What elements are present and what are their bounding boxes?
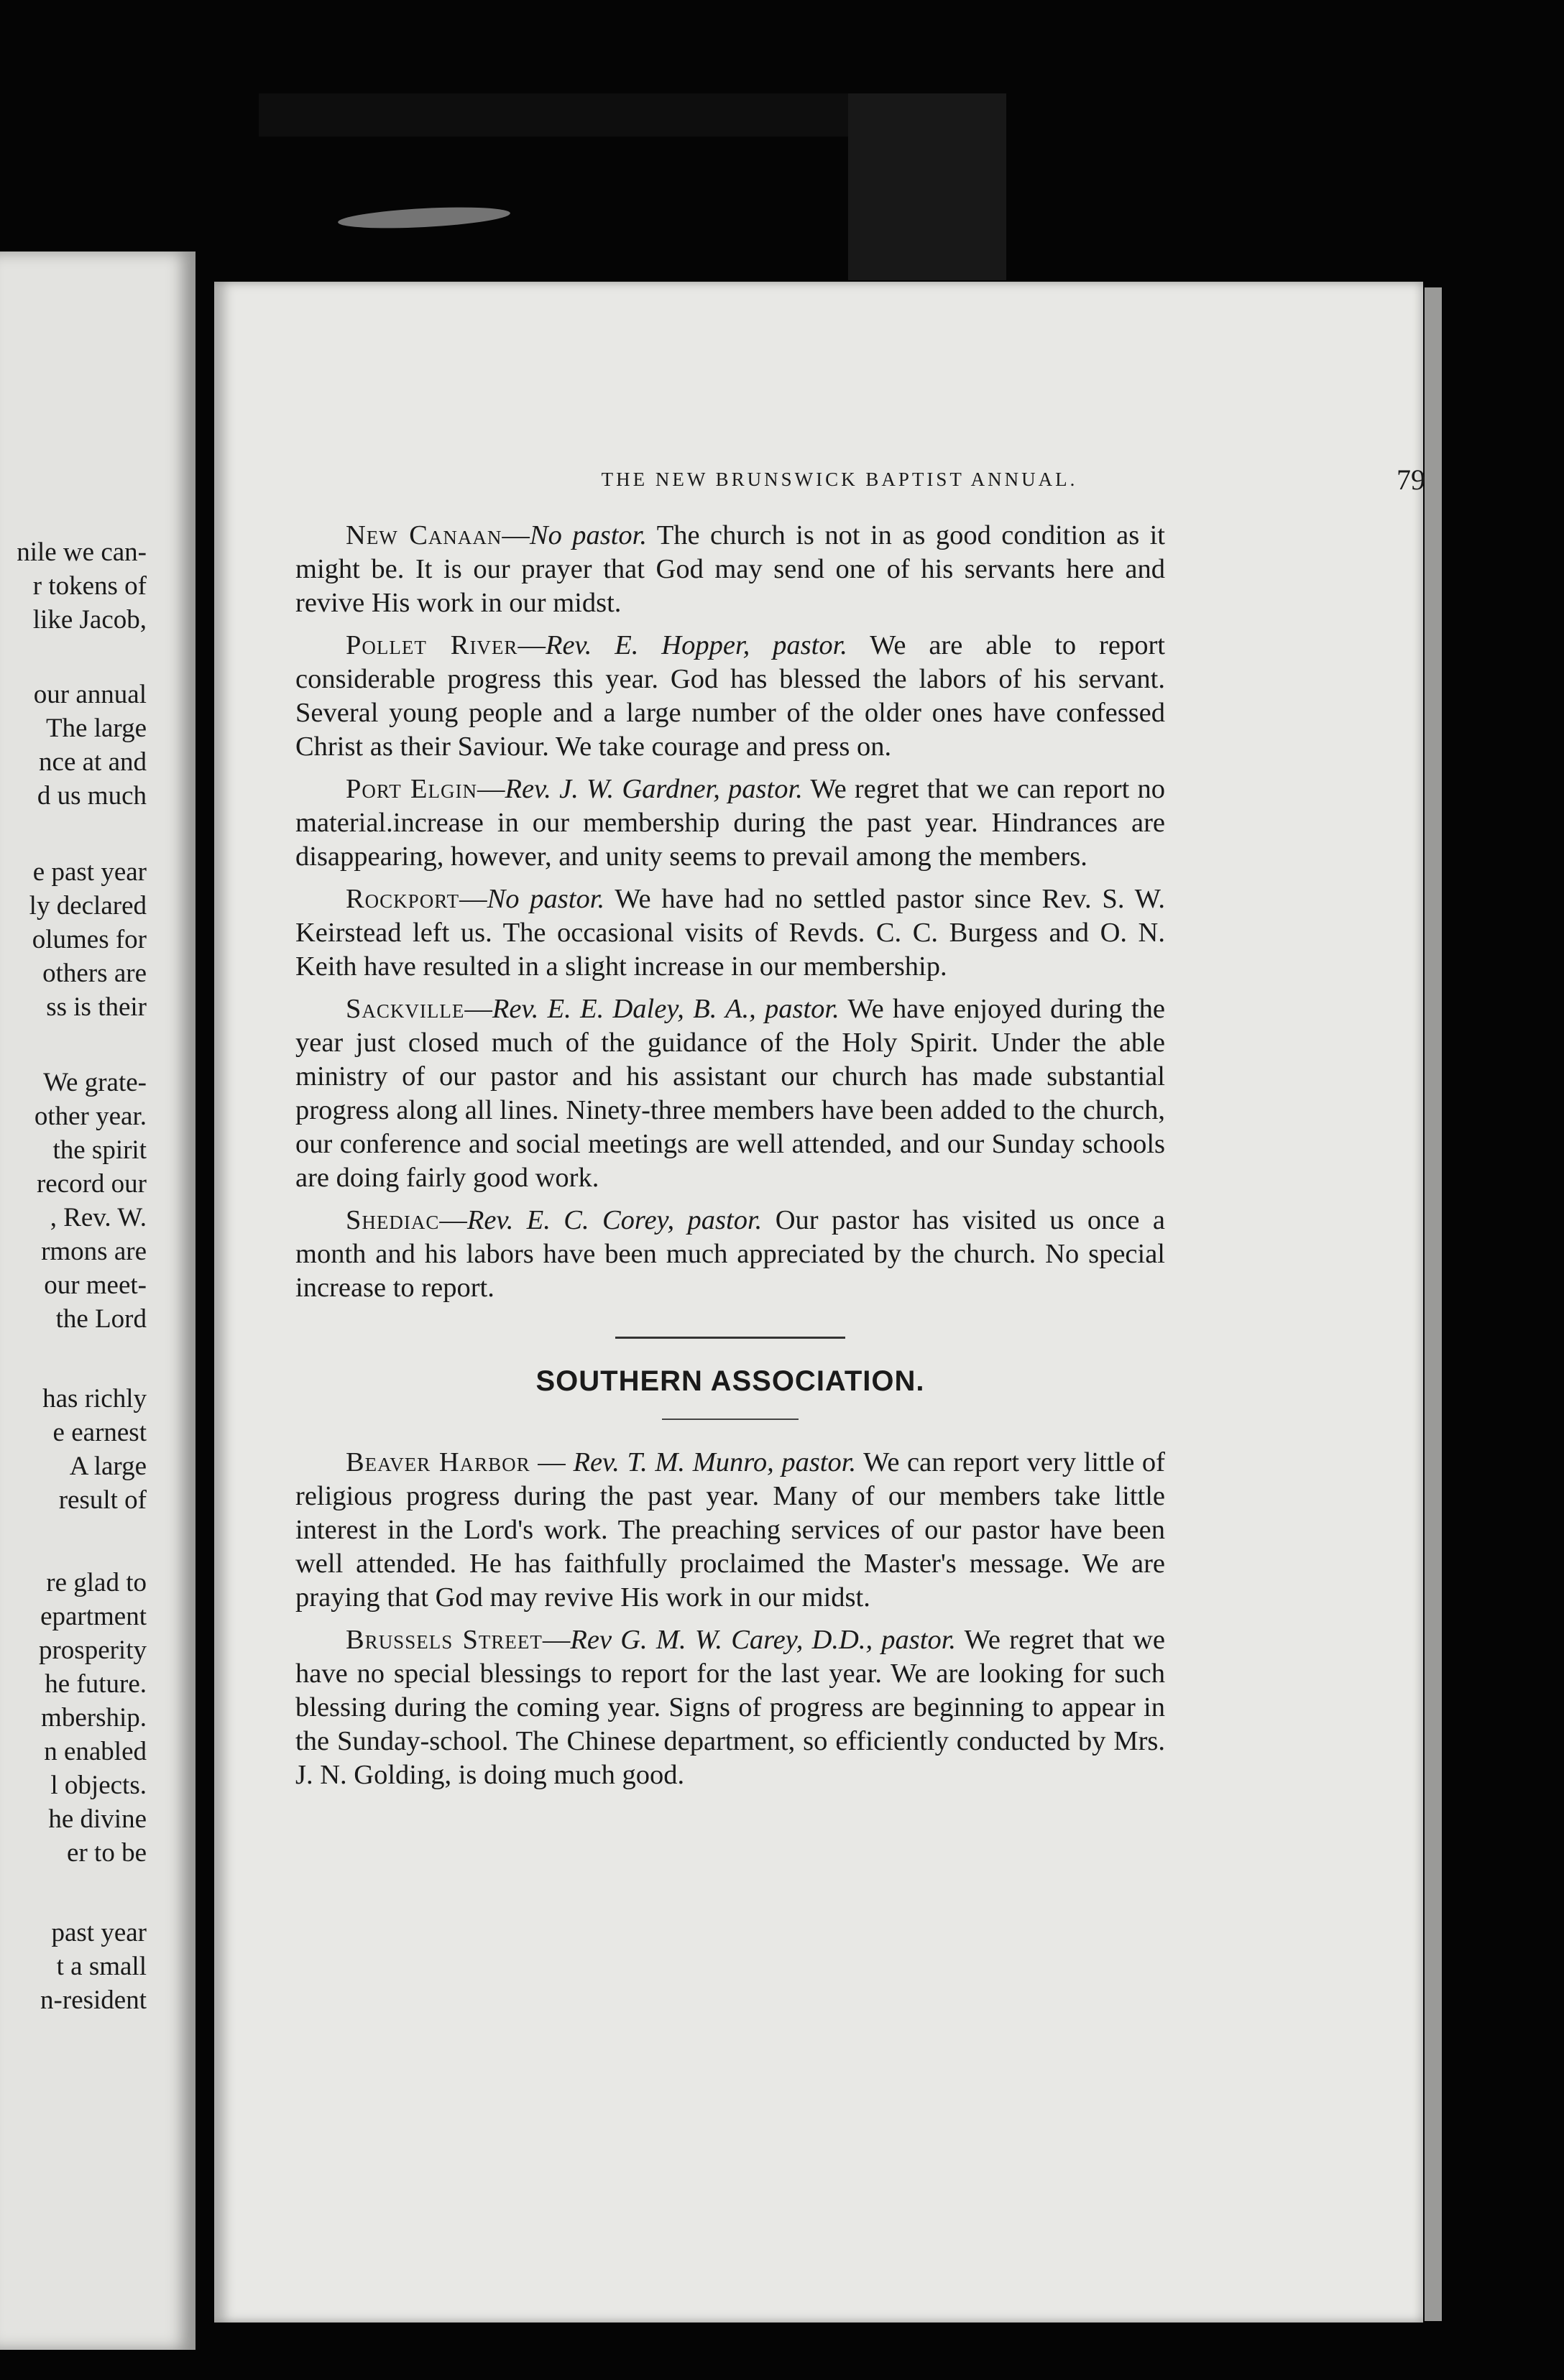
facing-page-line: the spirit [52,1135,147,1165]
facing-page-line: has richly [42,1384,147,1413]
facing-page-line: record our [36,1169,147,1199]
facing-page [0,252,196,2350]
book-page [214,282,1423,2323]
facing-page-line: n enabled [44,1737,147,1766]
report-text: Our pastor has visited us once a month and his labors have been much appreciated by the church. No special increase to report. [295,1205,1165,1303]
scan-shadow [848,93,1006,280]
facing-page-line: other year. [34,1102,147,1131]
pastor-name: Rev. E. Hopper, pastor. [545,630,847,660]
facing-page-line: nce at and [39,747,147,777]
church-name: Rockport [346,884,460,914]
report-text: We regret that we have no special blessings to report for the last year. We are looking for such blessing during the coming year. Signs of progress are beginning to appear in the Sunday-school. The Chinese department, so efficiently conducted by Mrs. J. N. Golding, is doing much good. [295,1625,1165,1790]
church-report: Shediac—Rev. E. C. Corey, pastor. Our pastor has visited us once a month and his labors have been much appreciated by the church. No special increase to report. [295,1205,1165,1303]
facing-page-line: he future. [45,1669,147,1699]
church-report: Brussels Street—Rev G. M. W. Carey, D.D., pastor. We regret that we have no special blessings to report for the last year. We are looking for such blessing during the coming year. Signs of progress are beginning to appear in the Sunday-school. The Chinese department, so efficiently conducted by Mrs. J. N. Golding, is doing much good. [295,1625,1165,1790]
church-name: Brussels Street [346,1625,543,1655]
facing-page-line: n-resident [40,1985,147,2015]
report-text: We have had no settled pastor since Rev. S. W. Keirstead left us. The occasional visits of Revds. C. C. Burgess and O. N. Keith have resulted in a slight increase in our membership. [295,884,1165,982]
church-report: Beaver Harbor — Rev. T. M. Munro, pastor. We can report very little of religious progress during the past year. Many of our members take little interest in the Lord's work. The preaching services of our pastor have been well attended. He has faithfully proclaimed the Master's message. We are praying that God may revive His work in our midst. [295,1447,1165,1613]
church-report: Sackville—Rev. E. E. Daley, B. A., pastor. We have enjoyed during the year just closed much of the guidance of the Holy Spirit. Under the able ministry of our pastor and his assistant our church has made substantial progress along all lines. Ninety-three members have been added to the church, our conference and social meetings are well attended, and our Sunday schools are doing fairly good work. [295,994,1165,1193]
report-text: We have enjoyed during the year just closed much of the guidance of the Holy Spirit. Under the able ministry of our pastor and his assistant our church has made substantial progress along all lines. Ninety-three members have been added to the church, our conference and social meetings are well attended, and our Sunday schools are doing fairly good work. [295,994,1165,1193]
report-text: We can report very little of religious progress during the past year. Many of our members take little interest in the Lord's work. The preaching services of our pastor have been well attended. He has faithfully proclaimed the Master's message. We are praying that God may revive His work in our midst. [295,1447,1165,1613]
facing-page-line: l objects. [50,1771,147,1800]
page-edge [1425,287,1442,2321]
facing-page-line: The large [45,714,147,743]
report-text: The church is not in as good condition as it might be. It is our prayer that God may send one of his servants here and revive His work in our midst. [295,520,1166,618]
facing-page-line: A large [69,1452,147,1481]
facing-page-line: d us much [37,781,147,811]
church-name: Shediac [346,1205,440,1235]
facing-page-line: rmons are [41,1237,147,1266]
church-report: Pollet River—Rev. E. Hopper, pastor. We are able to report considerable progress this year. God has blessed the labors of his servant. Several young people and a large number of the older ones have confessed Christ as their Saviour. We take courage and press on. [295,630,1165,762]
facing-page-line: epartment [40,1602,147,1631]
church-name: Beaver Harbor [346,1447,530,1477]
pastor-name: Rev. T. M. Munro, pastor. [573,1447,857,1477]
facing-page-line: We grate- [43,1068,147,1097]
facing-page-line: prosperity [38,1636,147,1665]
page-header [469,463,1425,504]
pastor-name: Rev. E. E. Daley, B. A., pastor. [492,994,840,1024]
church-report: New Canaan—No pastor. The church is not in as good condition as it might be. It is our prayer that God may send one of his servants here and revive His work in our midst. [295,520,1166,618]
facing-page-line: re glad to [46,1568,147,1597]
facing-page-line: r tokens of [32,571,147,601]
heading-rule [662,1419,799,1420]
pastor-name: No pastor. [529,520,648,550]
facing-page-line: er to be [67,1838,147,1868]
facing-page-line: our annual [33,680,147,709]
pastor-name: Rev. E. C. Corey, pastor. [466,1205,763,1235]
facing-page-line: mbership. [41,1703,147,1733]
facing-page-line: e earnest [52,1418,147,1447]
section-heading: SOUTHERN ASSOCIATION. [535,1365,925,1397]
church-name: Pollet River [346,630,518,660]
facing-page-line: e past year [32,857,147,887]
scan-shadow [259,93,906,137]
facing-page-line: others are [42,959,147,988]
church-name: Sackville [346,994,465,1024]
pastor-name: Rev G. M. W. Carey, D.D., pastor. [570,1625,957,1655]
facing-page-line: olumes for [32,925,147,954]
church-name: New Canaan [346,520,502,550]
pastor-name: Rev. J. W. Gardner, pastor. [505,774,803,804]
facing-page-line: past year [51,1918,147,1947]
facing-page-line: nile we can- [17,538,147,567]
facing-page-line: the Lord [55,1304,147,1334]
pastor-name: No pastor. [487,884,605,914]
church-name: Port Elgin [346,774,477,804]
report-text: We regret that we can report no material.increase in our membership during the past year. Hindrances are disappearing, however, and unity seems to prevail among the members. [295,774,1165,872]
page-body [295,519,1165,1792]
facing-page-line: he divine [48,1804,147,1834]
facing-page-line: t a small [56,1952,147,1981]
facing-page-line: , Rev. W. [50,1203,147,1232]
scan-smudge [337,204,510,232]
section-divider [615,1337,845,1339]
facing-page-line: our meet- [44,1270,147,1300]
page-number: 79 [1397,463,1425,496]
facing-page-line: like Jacob, [32,605,147,635]
church-report: Rockport—No pastor. We have had no settled pastor since Rev. S. W. Keirstead left us. The occasional visits of Revds. C. C. Burgess and O. N. Keith have resulted in a slight increase in our membership. [295,884,1165,982]
facing-page-line: result of [58,1485,147,1515]
running-title: THE NEW BRUNSWICK BAPTIST ANNUAL. [601,469,1078,490]
facing-page-line: ss is their [46,992,147,1022]
church-report: Port Elgin—Rev. J. W. Gardner, pastor. We regret that we can report no material.increase in our membership during the past year. Hindrances are disappearing, however, and unity seems to prevail among the members. [295,774,1165,872]
facing-page-line: ly declared [29,891,147,921]
report-text: We are able to report considerable progress this year. God has blessed the labors of his servant. Several young people and a large number of the older ones have confessed Christ as their Saviour. We take courage and press on. [295,630,1165,762]
